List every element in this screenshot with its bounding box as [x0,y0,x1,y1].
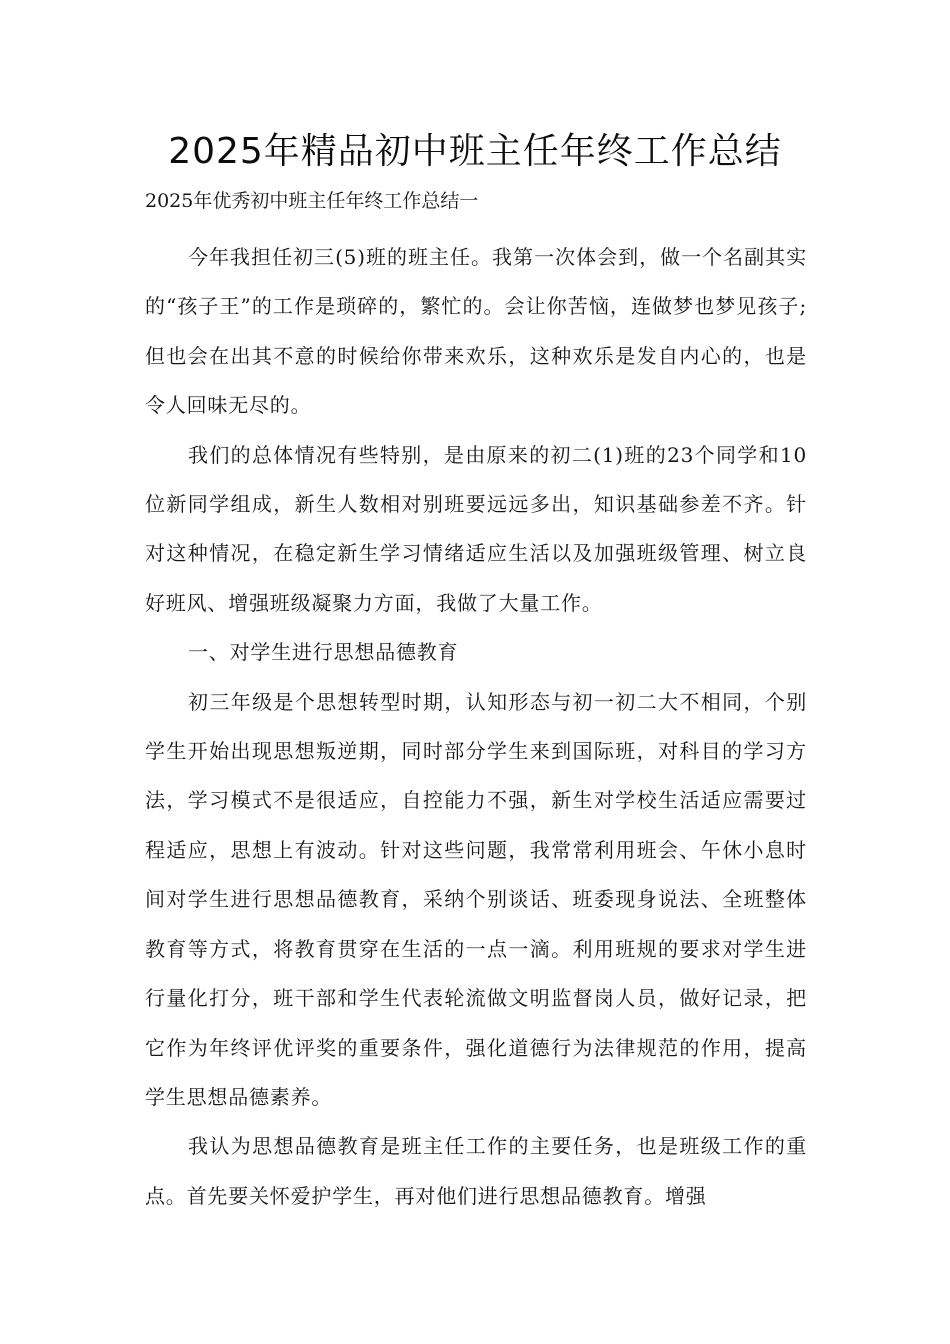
document-body [145,233,807,1221]
paragraph-class-overview: 我们的总体情况有些特别，是由原来的初二(1)班的23个同学和10位新同学组成，新生人数相对别班要远远多出，知识基础参差不齐。针对这种情况，在稳定新生学习情绪适应生活以及加强班级管理、树立良好班风、增强班级凝聚力方面，我做了大量工作。 [145,442,807,615]
section-heading-moral-education: 一、对学生进行思想品德教育 [188,640,459,665]
paragraph-moral-education-priority: 我认为思想品德教育是班主任工作的主要任务，也是班级工作的重点。首先要关怀爱护学生，再对他们进行思想品德教育。增强 [145,1134,807,1208]
paragraph-intro: 今年我担任初三(5)班的班主任。我第一次体会到，做一个名副其实的“孩子王”的工作是琐碎的，繁忙的。会让你苦恼，连做梦也梦见孩子;但也会在出其不意的时候给你带来欢乐，这种欢乐是发自内心的，也是令人回味无尽的。 [145,245,807,418]
document-title: 2025年精品初中班主任年终工作总结 [168,131,782,172]
document-subtitle: 2025年优秀初中班主任年终工作总结一 [145,190,479,212]
paragraph-moral-education: 初三年级是个思想转型时期，认知形态与初一初二大不相同，个别学生开始出现思想叛逆期，同时部分学生来到国际班，对科目的学习方法，学习模式不是很适应，自控能力不强，新生对学校生活适应需要过程适应，思想上有波动。针对这些问题，我常常利用班会、午休小息时间对学生进行思想品德教育，采纳个别谈话、班委现身说法、全班整体教育等方式，将教育贯穿在生活的一点一滴。利用班规的要求对学生进行量化打分，班干部和学生代表轮流做文明监督岗人员，做好记录，把它作为年终评优评奖的重要条件，强化道德行为法律规范的作用，提高学生思想品德素养。 [145,689,807,1109]
